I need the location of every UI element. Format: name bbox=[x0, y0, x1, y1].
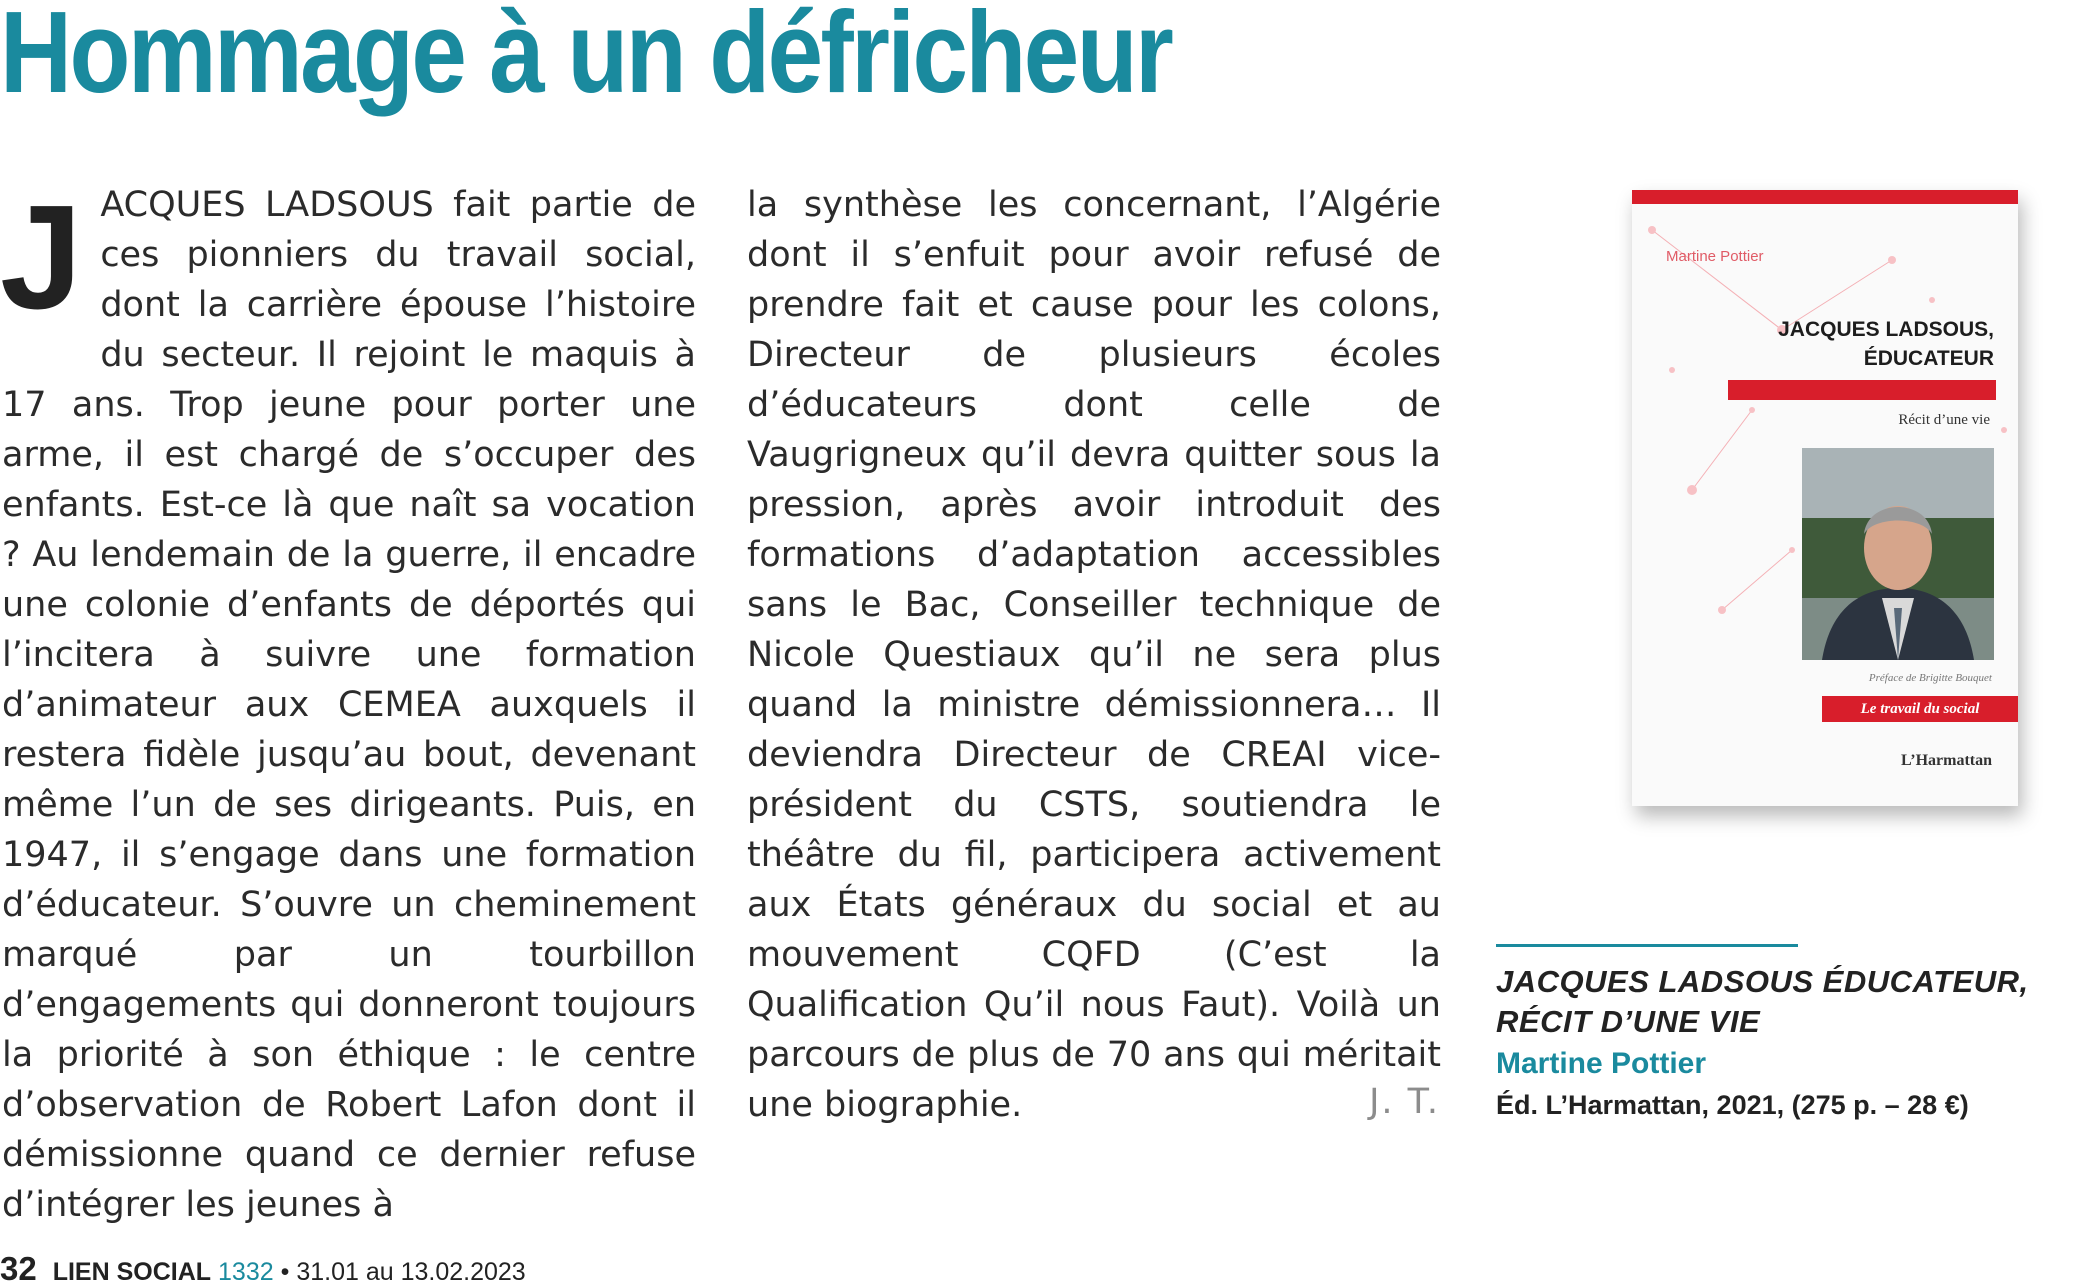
cover-author: Martine Pottier bbox=[1666, 248, 1764, 265]
cover-title-line-1: JACQUES LADSOUS, bbox=[1778, 318, 1994, 341]
cover-portrait-photo bbox=[1802, 448, 1994, 660]
cover-preface: Préface de Brigitte Bouquet bbox=[1868, 672, 1992, 684]
page-number: 32 bbox=[0, 1250, 37, 1287]
book-reference-title bbox=[1496, 962, 2081, 1042]
article-column-2 bbox=[747, 180, 1441, 1130]
issue-number: 1332 bbox=[218, 1258, 274, 1286]
cover-collection: Le travail du social bbox=[1822, 696, 2018, 722]
reference-divider bbox=[1496, 944, 1798, 947]
article-column-1 bbox=[0, 175, 696, 1230]
cover-title-line-2: ÉDUCATEUR bbox=[1863, 347, 1994, 370]
magazine-name: LIEN SOCIAL bbox=[52, 1258, 212, 1286]
article-title: Hommage à un défricheur bbox=[0, 0, 1172, 117]
column-1-text: ACQUES LADSOUS fait partie de ces pionniers du travail social, dont la carrière épouse l’histoire du secteur. Il rejoint le maquis à 17 ans. Trop jeune pour porter une arme, il est chargé de s’occuper des enfants. Est-ce là que naît sa vocation ? Au lendemain de la guerre, il encadre une colonie d’enfants de déportés qui l’incitera à suivre une formation d’animateur aux CEMEA auxquels il restera fidèle jusqu’au bout, devenant même l’un de ses dirigeants. Puis, en 1947, il s’engage dans une formation d’éducateur. S’ouvre un cheminement marqué par un tourbillon d’engagements qui donneront toujours la priorité à son éthique : le centre d’observation de Robert Lafon dont il démissionne quand ce dernier refuse d’intégrer les jeunes à bbox=[2, 185, 696, 1225]
footer-separator: • bbox=[280, 1258, 290, 1286]
page-footer bbox=[0, 1250, 526, 1288]
book-reference-title-line-1: JACQUES LADSOUS ÉDUCATEUR, bbox=[1496, 964, 2029, 999]
cover-subtitle: Récit d’une vie bbox=[1898, 412, 1990, 428]
book-cover bbox=[1632, 190, 2018, 806]
book-reference-author: Martine Pottier bbox=[1496, 1047, 1707, 1080]
issue-dates: 31.01 au 13.02.2023 bbox=[296, 1258, 526, 1286]
cover-title bbox=[1778, 315, 1994, 373]
column-2-text: la synthèse les concernant, l’Algérie dont il s’enfuit pour avoir refusé de prendre fait et cause pour les colons, Directeur de plusieurs écoles d’éducateurs dont celle de Vaugrigneux qu’il devra quitter sous la pression, après avoir introduit des formations d’adaptation accessibles sans le Bac, Conseiller technique de Nicole Questiaux qu’il ne sera plus quand la ministre démissionnera… Il deviendra Directeur de CREAI vice-président du CSTS, soutiendra le théâtre du fil, participera activement aux États généraux du social et au mouvement CQFD (C’est la Qualification Qu’il nous Faut). Voilà un parcours de plus de 70 ans qui méritait une biographie. bbox=[747, 185, 1441, 1125]
cover-red-bar bbox=[1728, 380, 1996, 400]
book-reference-title-line-2: RÉCIT D’UNE VIE bbox=[1496, 1004, 1761, 1039]
book-reference-publication: Éd. L’Harmattan, 2021, (275 p. – 28 €) bbox=[1496, 1090, 1969, 1120]
cover-publisher: L’Harmattan bbox=[1901, 752, 1992, 769]
drop-cap: J bbox=[0, 175, 83, 340]
author-signature: J. T. bbox=[1369, 1082, 1440, 1122]
